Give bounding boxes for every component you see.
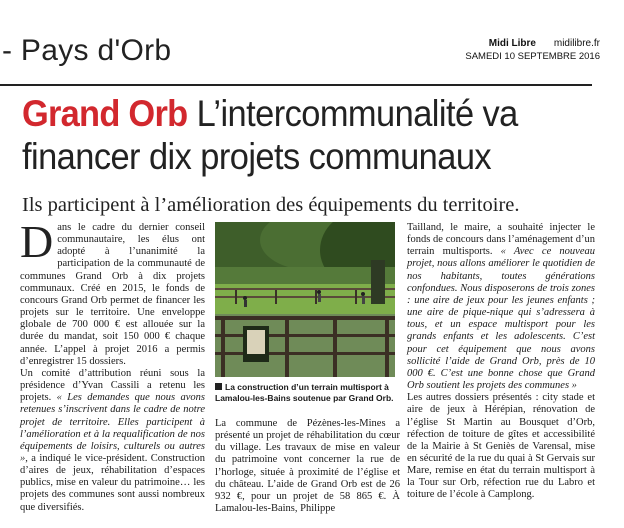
paragraph-text: Un comité d’attribution réuni sous la présidence d’Yvan Cassili a retenu les projets. <box>20 367 205 404</box>
article-column-3 <box>407 222 595 502</box>
headline-text: L’intercommunalité va financer dix projets communaux <box>22 93 518 177</box>
article-photo <box>215 222 395 377</box>
newspaper-brand: Midi Libre <box>488 38 536 49</box>
article-column-1 <box>20 216 206 514</box>
paragraph: ans le cadre du dernier conseil communautaire, les élus ont adopté à l’unanimité la participation de la communauté de communes Grand Orb à dix projets communaux. Créé en 2015, le fonds de concours Grand Orb permet de financer les projets sur le territoire. Une enveloppe globale de 700 000 € est allouée sur la durée du mandat, soit 150 000 € chaque année. L’appel à projet 2016 a permis d’enregistrer 15 dossiers. <box>20 222 205 367</box>
article-subhead: Ils participent à l’amélioration des équipements du territoire. <box>22 194 520 216</box>
headline-kicker: Grand Orb <box>22 93 188 134</box>
paragraph <box>407 222 595 392</box>
section-title: - Pays d'Orb <box>2 34 172 67</box>
page-header <box>0 0 624 90</box>
paragraph-text: Tailland, le maire, a souhaité injecter le fonds de concours dans l’aménagement d’un terrain multisports. <box>407 222 595 258</box>
multisport-field-photo <box>215 222 395 377</box>
paragraph: La commune de Pézènes-les-Mines a présenté un projet de réhabilitation du cœur du village. Les travaux de mise en valeur du patrimoine vont concerner la rue de l’horloge, située à proximité de l’église et du château. L’aide de Grand Orb est de 26 932 €, pour un projet de 58 865 €. À Lamalou-les-Bains, Philippe <box>215 418 400 515</box>
newspaper-site: midilibre.fr <box>553 38 600 49</box>
quote-text: « Les demandes que nous avons retenues s’inscrivent dans le cadre de notre projet de territoire. Elles participent à l’amélioration et à la requalification de nos équipements de loisirs, culturels ou autres » <box>20 392 206 464</box>
photo-caption <box>215 382 399 404</box>
quote-text: « Avec ce nouveau projet, nous allons améliorer le quotidien de nos habitants, toutes générations confondues. Nous disposerons de trois zones : une aire de jeux pour les jeunes enfants ; une aire de pique-nique qui s’adressera à tous, et un espace multisport pour les grands enfants et les adolescents. C’est pour cet équipement que nous avons sollicité l’aide de Grand Orb, près de 10 000 €. C’est une bonne chose que Grand Orb soutient les projets des communes » <box>407 246 595 392</box>
paragraph <box>20 368 205 514</box>
caption-bullet-icon <box>215 383 222 390</box>
caption-text: La construction d’un terrain multisport à Lamalou-les-Bains soutenue par Grand Orb. <box>215 382 394 403</box>
drop-cap: D <box>20 216 54 267</box>
paragraph: Les autres dossiers présentés : city stade et aire de jeux à Hérépian, rénovation de l’église St Martin au Bousquet d’Orb, réfection de toiture de gîtes et accessibilité de la Mairie à St Geniès de Varensal, mise en sécurité de la rue du quai à St Gervais sur Mare, remise en état du terrain multisport à la Tour sur Orb, réfection rue du Labro et toiture de l’école à Camplong. <box>407 392 595 501</box>
header-rule <box>0 84 592 86</box>
article-headline <box>22 92 561 178</box>
article-column-2 <box>215 418 400 515</box>
paragraph-text: , a indiqué le vice-président. Construction d’aires de jeux, réhabilitation d’espaces publics, mise en valeur du patrimoine… les projets des communes sont aussi nombreux que diversifiés. <box>20 452 205 513</box>
issue-date: SAMEDI 10 SEPTEMBRE 2016 <box>465 51 600 62</box>
